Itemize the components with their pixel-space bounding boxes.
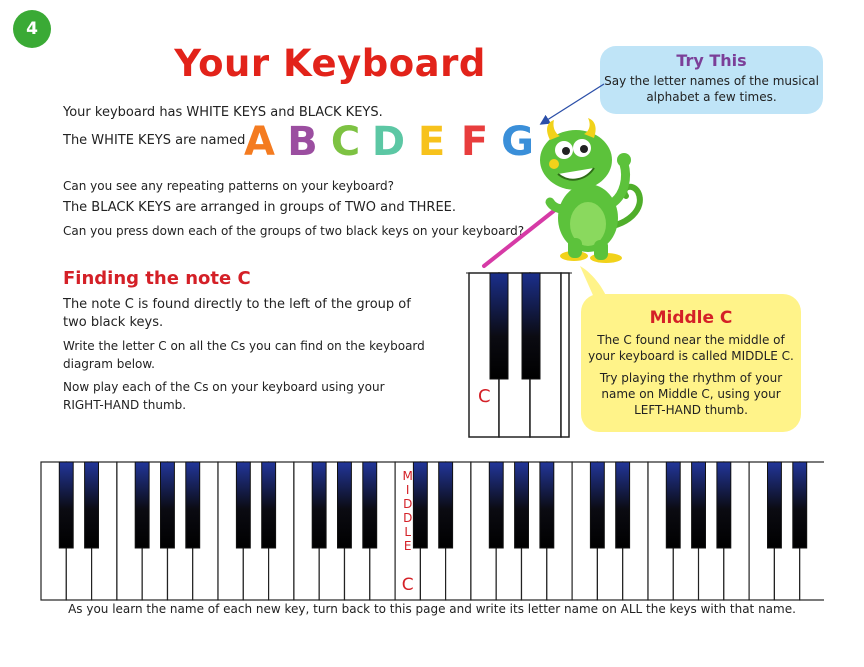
pattern-question-3: Can you press down each of the groups of two black keys on your keyboard?: [63, 224, 525, 238]
monster-mascot-illustration: [478, 118, 656, 273]
page-number: 4: [26, 19, 38, 39]
black-key: [413, 462, 427, 548]
black-key: [85, 462, 99, 548]
middle-c-line-1: The C found near the middle of: [597, 333, 785, 347]
black-key: [363, 462, 377, 548]
alphabet-letter-c: C: [330, 119, 361, 165]
alphabet-letter-g: G: [501, 119, 534, 165]
finding-c-p3-line-a: Now play each of the Cs on your keyboard using your: [63, 380, 385, 394]
middle-c-key-label: C: [401, 575, 414, 595]
small-keyboard-c-label: C: [478, 386, 491, 407]
black-key: [540, 462, 554, 548]
try-this-line-1: Say the letter names of the musical: [604, 74, 819, 88]
black-key: [262, 462, 276, 548]
middle-c-line-5: LEFT-HAND thumb.: [634, 403, 748, 417]
intro-line-1: Your keyboard has WHITE KEYS and BLACK KEYS.: [63, 105, 383, 120]
black-key: [793, 462, 807, 548]
small-black-key: [522, 273, 540, 379]
alphabet-letter-e: E: [417, 119, 446, 165]
middle-label-letter: L: [404, 525, 412, 539]
black-key: [717, 462, 731, 548]
black-key: [590, 462, 604, 548]
black-key: [135, 462, 149, 548]
middle-c-line-2: your keyboard is called MIDDLE C.: [588, 349, 794, 363]
small-keyboard-white-keys: [469, 273, 569, 437]
black-key: [161, 462, 175, 548]
try-this-callout: [600, 46, 823, 114]
black-key: [59, 462, 73, 548]
page-number-badge: [13, 10, 51, 48]
black-key: [439, 462, 453, 548]
footer-instruction: As you learn the name of each new key, turn back to this page and write its letter name on ALL the keys with that name.: [68, 602, 796, 616]
middle-c-callout: [581, 294, 801, 432]
middle-c-line-4: name on Middle C, using your: [601, 387, 781, 401]
small-white-key: [561, 273, 569, 437]
finding-c-p1-line-a: The note C is found directly to the left of the group of: [63, 297, 411, 312]
intro-line-2: The WHITE KEYS are named: [63, 133, 246, 148]
middle-c-line-3: Try playing the rhythm of your: [599, 371, 783, 385]
black-key: [312, 462, 326, 548]
finding-c-p2-line-b: diagram below.: [63, 357, 155, 371]
page-title: Your Keyboard: [174, 42, 486, 85]
finding-c-p1-line-b: two black keys.: [63, 315, 164, 330]
black-key: [338, 462, 352, 548]
middle-label-letter: E: [403, 539, 412, 553]
finding-c-p2-line-a: Write the letter C on all the Cs you can find on the keyboard: [63, 339, 425, 353]
finding-c-paragraph-3: [63, 378, 385, 414]
try-this-title: Try This: [676, 51, 747, 70]
black-key: [515, 462, 529, 548]
middle-label-letter: I: [405, 483, 410, 497]
black-key: [666, 462, 680, 548]
finding-c-paragraph-2: [63, 337, 425, 373]
small-black-key: [490, 273, 508, 379]
black-key: [616, 462, 630, 548]
alphabet-letter-b: B: [287, 119, 318, 165]
try-this-line-2: alphabet a few times.: [646, 90, 777, 104]
middle-label-letter: D: [403, 511, 413, 525]
middle-c-vertical-label: [403, 469, 413, 553]
black-key: [236, 462, 250, 548]
finding-c-p3-line-b: RIGHT-HAND thumb.: [63, 398, 187, 412]
black-key: [489, 462, 503, 548]
middle-c-title: Middle C: [649, 308, 733, 328]
alphabet-letter-d: D: [371, 119, 406, 165]
middle-label-letter: M: [402, 469, 413, 483]
alphabet-letter-a: A: [244, 119, 275, 165]
full-keyboard-diagram: [40, 460, 824, 602]
black-key: [692, 462, 706, 548]
alphabet-letter-f: F: [460, 119, 489, 165]
pattern-statement-2: The BLACK KEYS are arranged in groups of TWO and THREE.: [63, 200, 457, 215]
full-keyboard-white-keys: [41, 462, 824, 600]
finding-c-paragraph-1: [63, 296, 411, 332]
black-key: [768, 462, 782, 548]
middle-label-letter: D: [403, 497, 413, 511]
black-key: [186, 462, 200, 548]
finding-c-heading: Finding the note C: [63, 268, 251, 289]
small-keyboard-diagram: [466, 270, 572, 440]
pattern-question-1: Can you see any repeating patterns on your keyboard?: [63, 179, 394, 193]
